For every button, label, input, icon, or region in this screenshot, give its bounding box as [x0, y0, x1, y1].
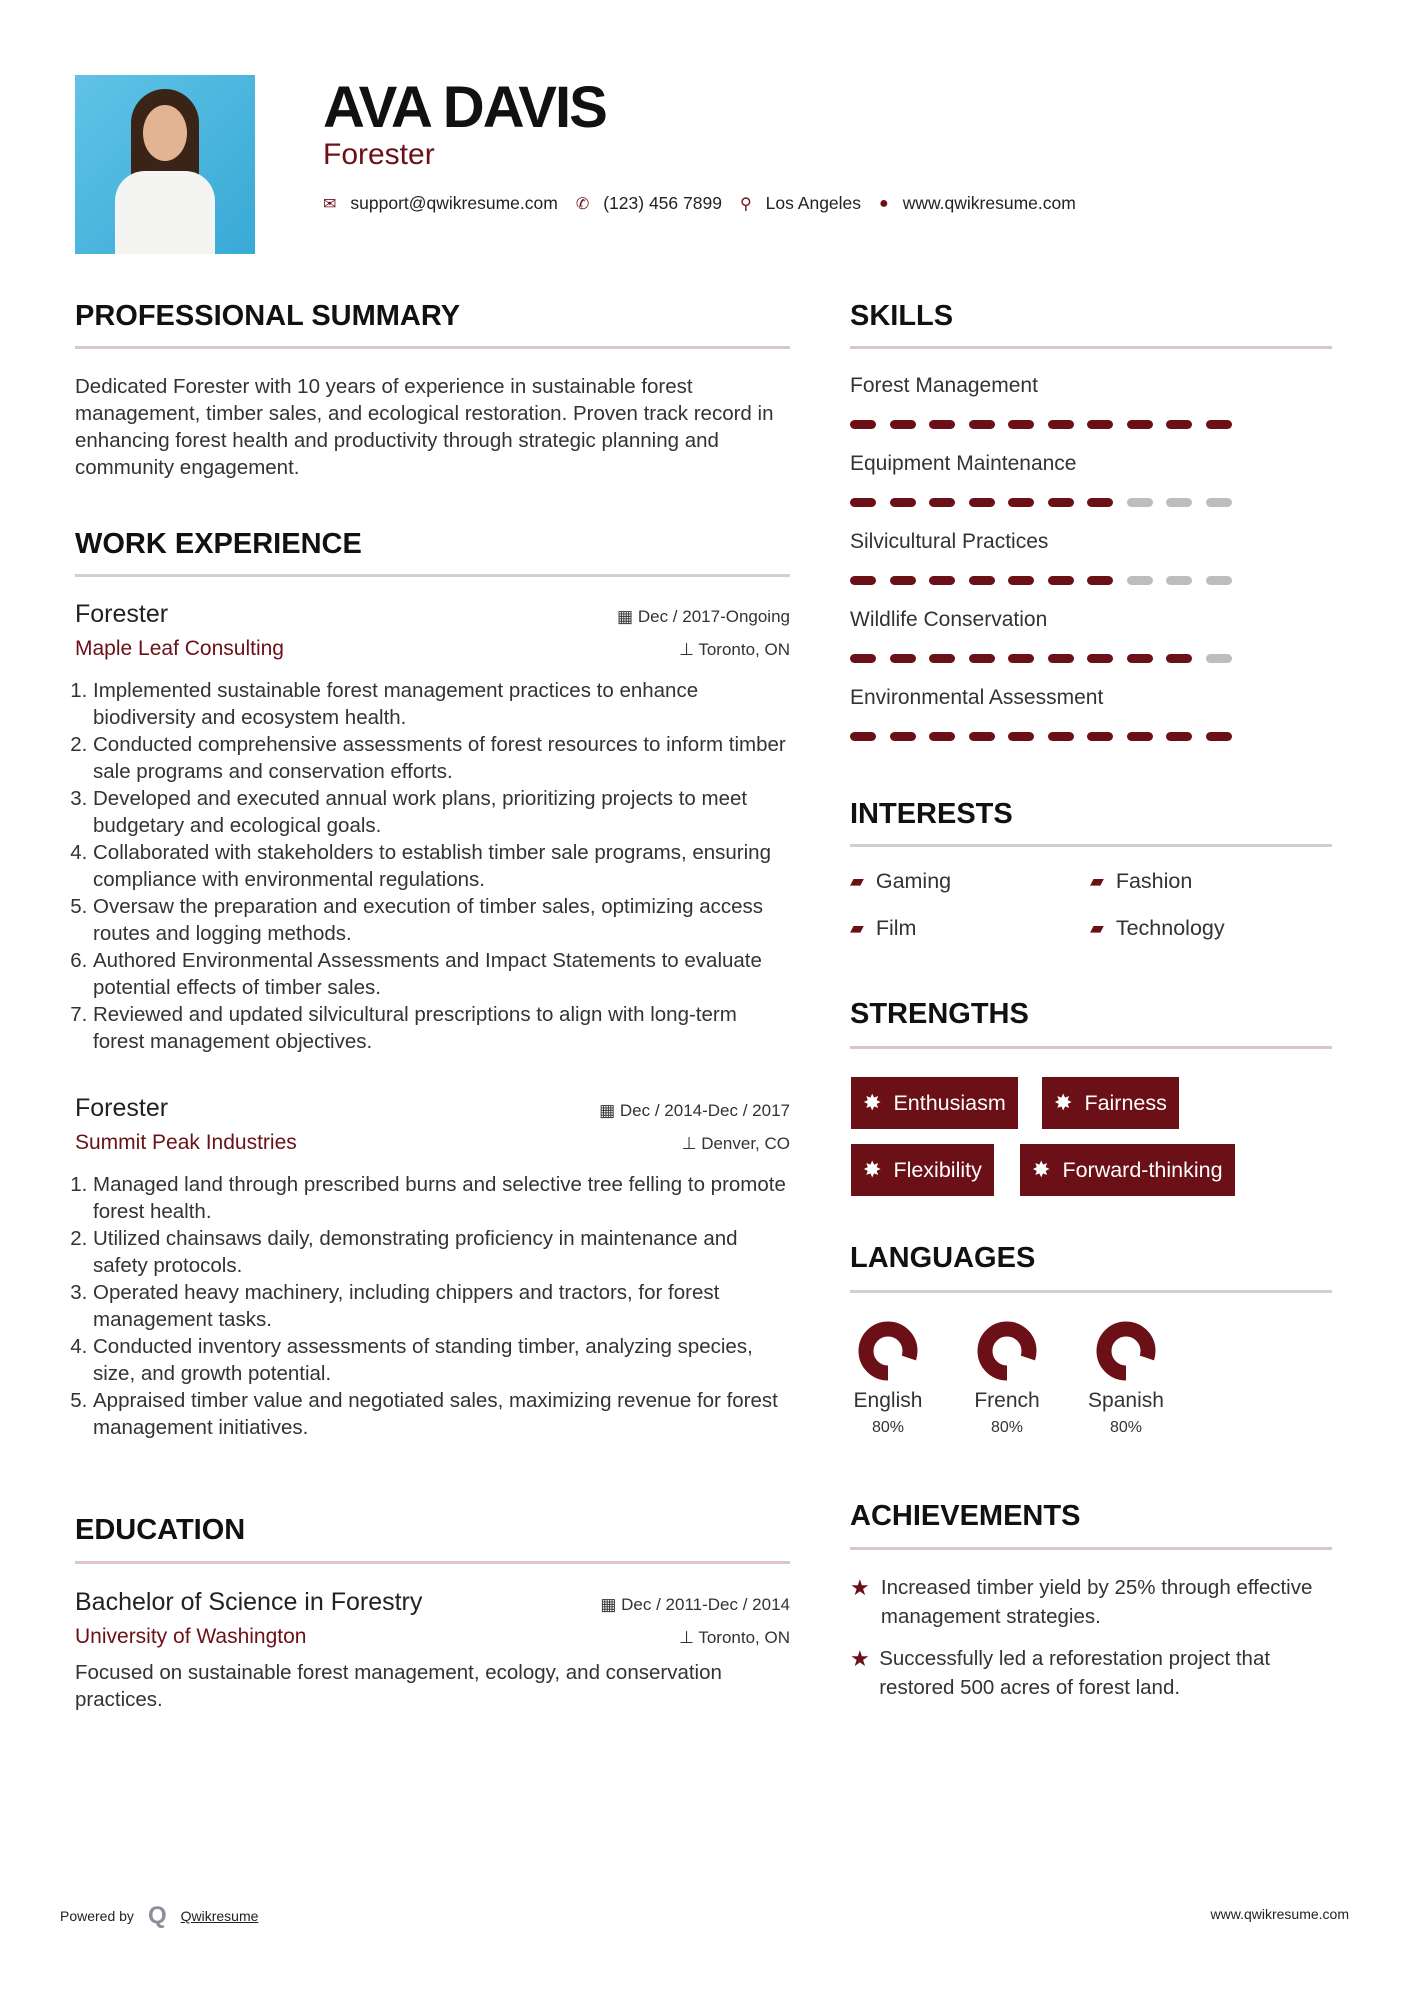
interest-item: [850, 869, 951, 894]
language-percent: 80%: [1109, 1419, 1143, 1436]
language-progress-ring: [1091, 1318, 1161, 1384]
skill-segment: [1127, 498, 1153, 507]
duty-item: 4. Collaborated with stakeholders to establish timber sale programs, ensuring compliance with environmental regulations.: [93, 839, 790, 893]
skill-name: Silvicultural Practices: [850, 530, 1049, 553]
badge-star-icon: ✸: [1032, 1157, 1051, 1182]
skill-segment: [929, 732, 955, 741]
skill-level-bar: [850, 654, 1232, 663]
language-percent: 80%: [990, 1419, 1024, 1436]
skill-name: Environmental Assessment: [850, 686, 1104, 709]
skill-segment: [850, 498, 876, 507]
divider: [850, 1290, 1332, 1293]
skill-segment: [1127, 654, 1153, 663]
skill-segment: [1206, 654, 1232, 663]
skill-level-bar: [850, 576, 1232, 585]
divider: [75, 346, 790, 349]
language-percent: 80%: [871, 1419, 905, 1436]
skill-item: [850, 530, 1232, 608]
badge-star-icon: ✸: [863, 1090, 882, 1115]
strength-label: Fairness: [1084, 1090, 1167, 1115]
achievement-text: Increased timber yield by 25% through effective management strategies.: [880, 1576, 1313, 1628]
skill-segment: [1048, 732, 1074, 741]
skill-level-bar: [850, 498, 1232, 507]
phone-icon: ✆: [575, 195, 590, 213]
strength-badge: [1042, 1077, 1179, 1129]
skill-segment: [1048, 498, 1074, 507]
email-link[interactable]: support@qwikresume.com: [350, 193, 558, 213]
company-name: Maple Leaf Consulting: [75, 637, 284, 660]
star-icon: ★: [850, 1575, 870, 1600]
divider: [850, 1046, 1332, 1049]
skill-segment: [929, 498, 955, 507]
skill-segment: [850, 420, 876, 429]
pin-icon: ⊥: [679, 640, 699, 659]
job-title: Forester: [75, 1094, 169, 1122]
skill-segment: [1127, 420, 1153, 429]
book-icon: ▰: [850, 871, 864, 891]
job-dates: Dec / 2014-Dec / 2017: [619, 1101, 790, 1120]
badge-star-icon: ✸: [863, 1157, 882, 1182]
skill-segment: [1008, 654, 1034, 663]
pin-icon: ⊥: [679, 1628, 699, 1647]
strength-badge: [851, 1077, 1018, 1129]
skill-segment: [969, 420, 995, 429]
degree: Bachelor of Science in Forestry: [75, 1588, 423, 1616]
divider: [850, 844, 1332, 847]
languages-list: [843, 1318, 1171, 1437]
skill-segment: [850, 732, 876, 741]
interest-item: [1090, 869, 1192, 894]
skill-segment: [1127, 732, 1153, 741]
skill-segment: [890, 576, 916, 585]
job-duties: [75, 1171, 790, 1441]
education-heading: EDUCATION: [75, 1514, 246, 1546]
job-title: Forester: [75, 600, 169, 628]
skill-segment: [1166, 732, 1192, 741]
interest-label: Technology: [1115, 916, 1225, 940]
work-heading: WORK EXPERIENCE: [75, 528, 362, 560]
strength-label: Flexibility: [893, 1157, 982, 1182]
duty-item: 4. Conducted inventory assessments of standing timber, analyzing species, size, and growth potential.: [93, 1333, 790, 1387]
strength-label: Enthusiasm: [893, 1090, 1006, 1115]
candidate-name: AVA DAVIS: [323, 75, 606, 140]
book-icon: ▰: [1090, 871, 1104, 891]
interest-label: Gaming: [875, 869, 952, 893]
achievements-heading: ACHIEVEMENTS: [850, 1500, 1081, 1532]
skill-segment: [929, 576, 955, 585]
skill-segment: [1206, 732, 1232, 741]
divider: [850, 346, 1332, 349]
location-text: Los Angeles: [765, 193, 862, 213]
skill-segment: [1008, 498, 1034, 507]
powered-by-text: Powered by: [60, 1908, 134, 1924]
footer-website-link[interactable]: www.qwikresume.com: [1210, 1906, 1349, 1922]
language-progress-ring: [853, 1318, 923, 1384]
languages-heading: LANGUAGES: [850, 1242, 1036, 1274]
job-location: Denver, CO: [701, 1134, 790, 1153]
divider: [75, 1561, 790, 1564]
skill-segment: [1206, 576, 1232, 585]
contact-bar: [323, 193, 1094, 214]
skill-segment: [1206, 420, 1232, 429]
strengths-heading: STRENGTHS: [850, 998, 1029, 1030]
language-name: Spanish: [1088, 1389, 1164, 1412]
divider: [850, 1547, 1332, 1550]
skills-heading: SKILLS: [850, 300, 954, 332]
skill-segment: [1087, 576, 1113, 585]
skill-segment: [1166, 420, 1192, 429]
skill-level-bar: [850, 732, 1232, 741]
language-name: French: [974, 1389, 1040, 1412]
duty-item: 3. Operated heavy machinery, including chippers and tractors, for forest management tasks.: [93, 1279, 790, 1333]
language-name: English: [853, 1389, 923, 1412]
duty-item: 1. Managed land through prescribed burns and selective tree felling to promote forest health.: [93, 1171, 790, 1225]
skill-segment: [1008, 576, 1034, 585]
skill-segment: [1166, 498, 1192, 507]
skills-list: [850, 374, 1232, 764]
strength-label: Forward-thinking: [1062, 1157, 1223, 1182]
job-entry: [75, 1094, 790, 1441]
education-entry: [75, 1588, 790, 1713]
achievement-text: Successfully led a reforestation project that restored 500 acres of forest land.: [879, 1647, 1271, 1699]
envelope-icon: ✉: [323, 195, 337, 213]
star-icon: ★: [850, 1646, 870, 1671]
pin-icon: ⊥: [681, 1134, 702, 1153]
duty-item: 5. Appraised timber value and negotiated sales, maximizing revenue for forest management initiatives.: [93, 1387, 790, 1441]
book-icon: ▰: [1090, 918, 1104, 938]
skill-item: [850, 686, 1232, 764]
skill-segment: [1087, 420, 1113, 429]
skill-segment: [1087, 498, 1113, 507]
skill-segment: [1008, 420, 1034, 429]
achievement-item: [850, 1573, 1332, 1631]
skill-segment: [1206, 498, 1232, 507]
skill-segment: [890, 732, 916, 741]
skill-segment: [969, 732, 995, 741]
skill-segment: [1048, 654, 1074, 663]
skill-segment: [929, 654, 955, 663]
interest-item: [1090, 916, 1225, 941]
duty-item: 2. Conducted comprehensive assessments of forest resources to inform timber sale programs and conservation efforts.: [93, 731, 790, 785]
phone-text: (123) 456 7899: [603, 193, 722, 213]
skill-item: [850, 374, 1232, 452]
calendar-icon: ▦: [599, 1101, 620, 1120]
skill-segment: [890, 498, 916, 507]
job-location: Toronto, ON: [698, 640, 790, 659]
skill-segment: [1127, 576, 1153, 585]
calendar-icon: ▦: [617, 607, 638, 626]
duty-item: 5. Oversaw the preparation and execution of timber sales, optimizing access routes and logging methods.: [93, 893, 790, 947]
skill-name: Wildlife Conservation: [850, 608, 1048, 631]
language-item: [962, 1318, 1052, 1437]
skill-segment: [1166, 654, 1192, 663]
globe-icon: ●: [879, 194, 889, 212]
calendar-icon: ▦: [600, 1595, 622, 1614]
map-pin-icon: ⚲: [739, 195, 752, 213]
summary-text: Dedicated Forester with 10 years of experience in sustainable forest management, timber sales, and ecological restoration. Proven track record in enhancing forest health and productivity through strategic planning and community engagement.: [75, 375, 774, 479]
skill-segment: [1166, 576, 1192, 585]
education-location: Toronto, ON: [698, 1628, 790, 1647]
skill-segment: [1087, 654, 1113, 663]
duty-item: 7. Reviewed and updated silvicultural prescriptions to align with long-term forest management objectives.: [93, 1001, 790, 1055]
skill-segment: [1048, 420, 1074, 429]
skill-name: Forest Management: [850, 374, 1038, 397]
badge-star-icon: ✸: [1054, 1090, 1073, 1115]
duty-item: 6. Authored Environmental Assessments and Impact Statements to evaluate potential effects of timber sales.: [93, 947, 790, 1001]
interest-item: [850, 916, 916, 941]
divider: [75, 574, 790, 577]
interest-label: Fashion: [1115, 869, 1193, 893]
skill-segment: [850, 576, 876, 585]
language-item: [1081, 1318, 1171, 1437]
company-name: Summit Peak Industries: [75, 1131, 297, 1154]
job-dates: Dec / 2017-Ongoing: [637, 607, 790, 626]
footer-brand: [60, 1902, 258, 1930]
duty-item: 2. Utilized chainsaws daily, demonstrating proficiency in maintenance and safety protocols.: [93, 1225, 790, 1279]
job-entry: [75, 600, 790, 1055]
skill-segment: [969, 576, 995, 585]
skill-level-bar: [850, 420, 1232, 429]
brand-link[interactable]: Qwikresume: [180, 1908, 259, 1924]
education-dates: Dec / 2011-Dec / 2014: [621, 1595, 790, 1614]
skill-segment: [890, 420, 916, 429]
skill-segment: [1048, 576, 1074, 585]
achievement-item: [850, 1644, 1332, 1702]
skill-name: Equipment Maintenance: [850, 452, 1077, 475]
book-icon: ▰: [850, 918, 864, 938]
interest-label: Film: [875, 916, 917, 940]
interests-heading: INTERESTS: [850, 798, 1013, 830]
candidate-title: Forester: [323, 138, 435, 171]
skill-item: [850, 608, 1232, 686]
language-progress-ring: [972, 1318, 1042, 1384]
job-duties: [75, 677, 790, 1055]
skill-segment: [969, 498, 995, 507]
skill-segment: [969, 654, 995, 663]
skill-segment: [1087, 732, 1113, 741]
duty-item: 1. Implemented sustainable forest management practices to enhance biodiversity and ecosystem health.: [93, 677, 790, 731]
website-link[interactable]: www.qwikresume.com: [902, 193, 1076, 213]
strength-badge: [1020, 1144, 1235, 1196]
skill-segment: [890, 654, 916, 663]
skill-segment: [1008, 732, 1034, 741]
summary-heading: PROFESSIONAL SUMMARY: [75, 300, 461, 332]
strength-badge: [851, 1144, 994, 1196]
duty-item: 3. Developed and executed annual work plans, prioritizing projects to meet budgetary and ecological goals.: [93, 785, 790, 839]
profile-photo: [75, 75, 255, 254]
education-description: Focused on sustainable forest management, ecology, and conservation practices.: [75, 1661, 722, 1711]
skill-segment: [929, 420, 955, 429]
qwikresume-logo-icon: Q: [147, 1902, 167, 1929]
skill-item: [850, 452, 1232, 530]
school-name: University of Washington: [75, 1625, 307, 1648]
skill-segment: [850, 654, 876, 663]
language-item: [843, 1318, 933, 1437]
